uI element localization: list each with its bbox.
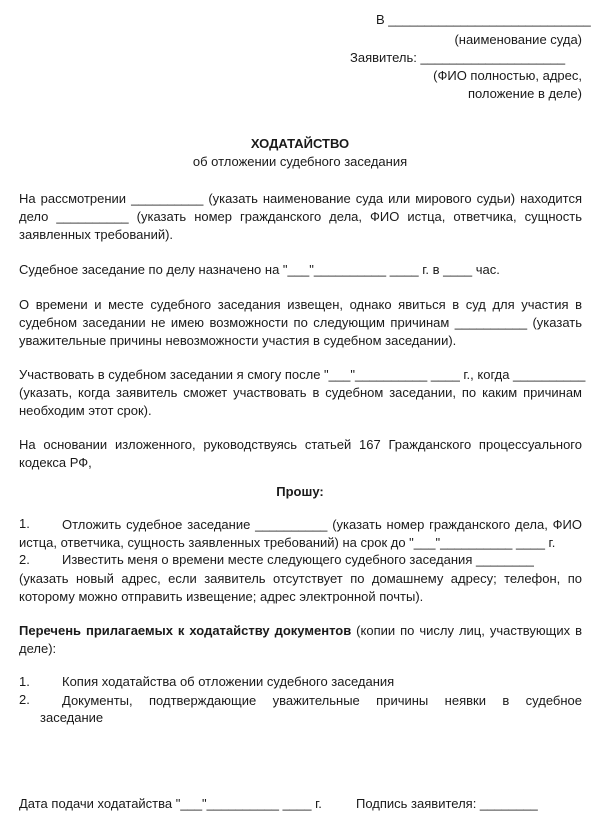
request-item-line: которому можно отправить извещение; адрес электронной почты). [19, 589, 424, 604]
paragraph-line: На основании изложенного, руководствуясь статьей 167 Гражданского процессуального [19, 437, 582, 452]
paragraph-line: Участвовать в судебном заседании я смогу после "___"__________ ____ г., когда __________ [19, 367, 586, 382]
attachment-item-2 [62, 692, 582, 710]
request-item-2: Известить меня о времени месте следующего судебного заседания ________ [62, 552, 534, 567]
attachment-number: 2. [19, 692, 30, 707]
attachments-heading-line: деле): [19, 641, 57, 656]
attachment-number: 1. [19, 674, 30, 689]
attachment-item-2-cont: заседание [40, 710, 104, 725]
request-item-line: истца, ответчика, сущность заявленных требований) на срок до "___"__________ ____ г. [19, 535, 556, 550]
request-item-line: Отложить судебное заседание __________ (указать номер гражданского дела, ФИО [62, 517, 582, 532]
paragraph-line: кодекса РФ, [19, 455, 92, 470]
request-item-number: 1. [19, 516, 30, 531]
request-item-number: 2. [19, 552, 30, 567]
applicant-line: Заявитель: ____________________ [350, 50, 566, 65]
applicant-hint-2: положение в деле) [467, 86, 582, 101]
paragraph-line: дело __________ (указать номер гражданского дела, ФИО истца, ответчика, сущность [19, 209, 582, 224]
filing-date: Дата подачи ходатайства "___"__________ ____ г. [19, 796, 322, 811]
paragraph-line: заявленных требований). [19, 227, 174, 242]
document-subtitle: об отложении судебного заседания [192, 154, 408, 169]
paragraph-line: (указать, когда заявитель сможет участвовать в судебном заседании, по каким причинам [19, 385, 582, 400]
paragraph-reasons [19, 296, 582, 350]
attachment-item-1: Копия ходатайства об отложении судебного заседания [62, 674, 395, 689]
paragraph-line: уважительные причины невозможности участия в судебном заседании). [19, 333, 457, 348]
paragraph-hearing-date: Судебное заседание по делу назначено на "___"__________ ____ г. в ____ час. [19, 262, 500, 277]
request-heading: Прошу: [276, 484, 324, 499]
request-item-line: (указать новый адрес, если заявитель отсутствует по домашнему адресу; телефон, по [19, 571, 582, 586]
paragraph-line: О времени и месте судебного заседания извещен, однако явиться в суд для участия в [19, 297, 582, 312]
attachments-heading-rest: (копии по числу лиц, участвующих в [351, 623, 582, 638]
paragraph-availability [19, 366, 586, 420]
paragraph-case [19, 190, 582, 244]
request-item-1 [62, 516, 582, 534]
applicant-signature: Подпись заявителя: ________ [356, 796, 538, 811]
paragraph-line: На рассмотрении __________ (указать наименование суда или мирового судьи) находится [19, 191, 582, 206]
attachment-line: Документы, подтверждающие уважительные причины неявки в судебное [62, 693, 582, 708]
document-title: ХОДАТАЙСТВО [250, 136, 350, 151]
paragraph-line: судебном заседании не имею возможности по следующим причинам __________ (указать [19, 315, 582, 330]
court-hint: (наименование суда) [454, 32, 582, 47]
request-item-2-cont [19, 570, 582, 606]
paragraph-line: необходим этот срок). [19, 403, 152, 418]
applicant-hint-1: (ФИО полностью, адрес, [433, 68, 582, 83]
request-item-1-cont [19, 534, 582, 552]
attachments-heading-line [19, 622, 582, 640]
court-line: В ____________________________ [376, 12, 591, 27]
paragraph-legal-basis [19, 436, 582, 472]
attachments-heading [19, 622, 582, 658]
attachments-heading-bold: Перечень прилагаемых к ходатайству документов [19, 623, 352, 638]
